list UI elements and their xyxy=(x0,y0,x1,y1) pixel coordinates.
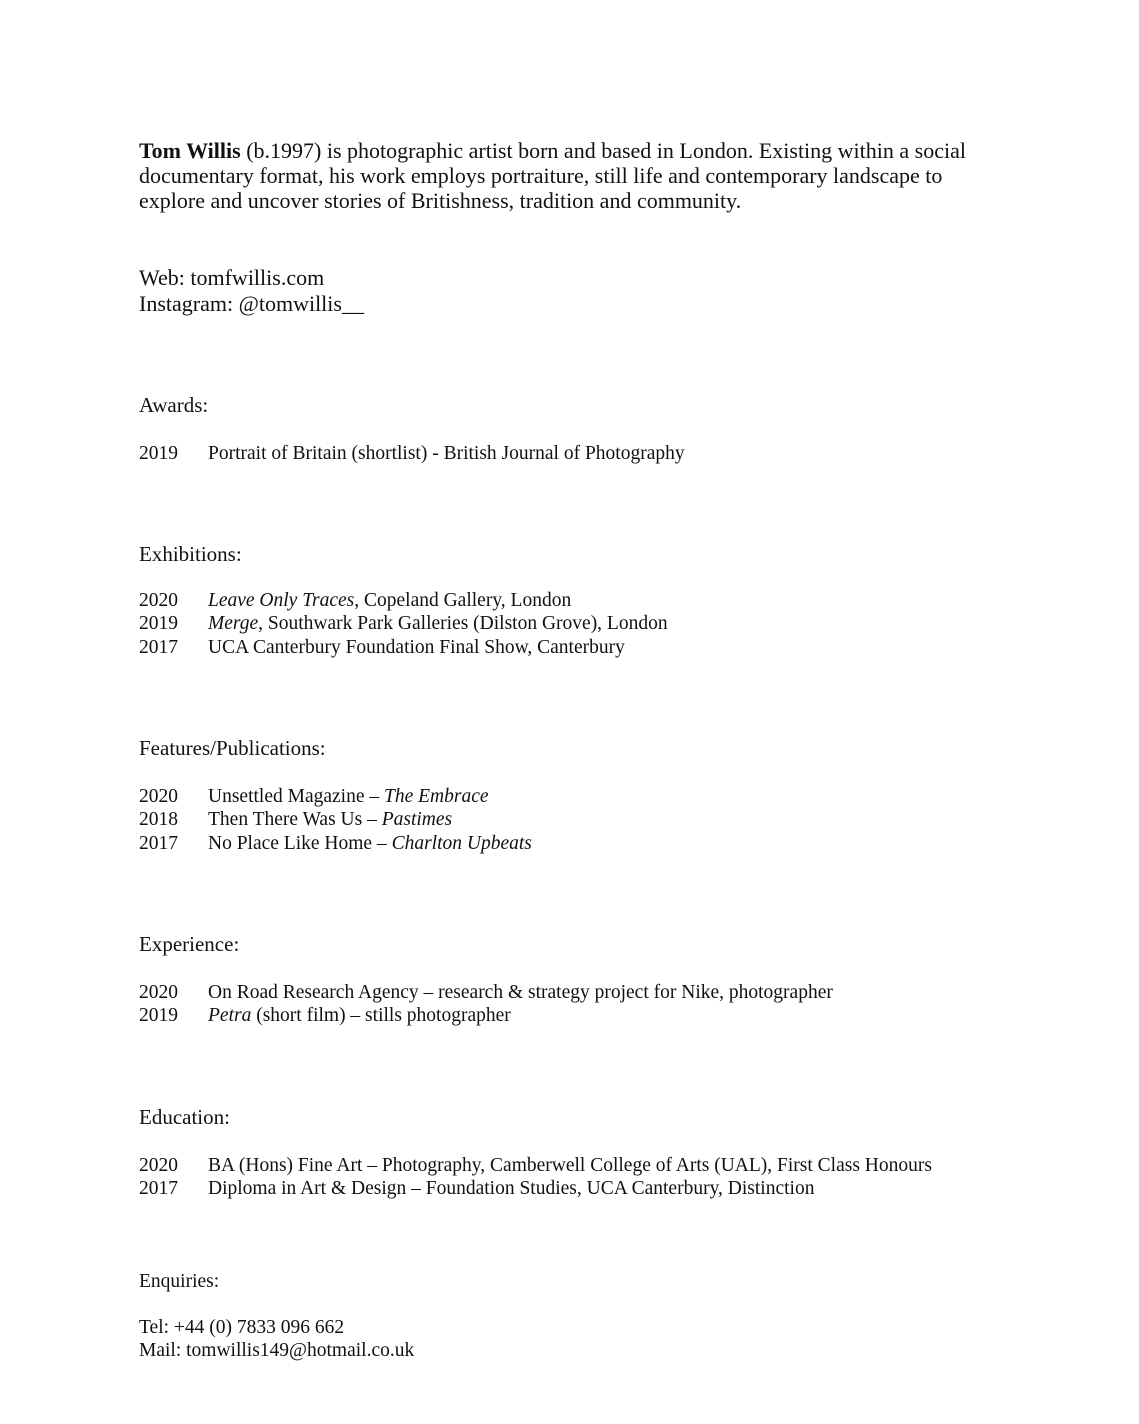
experience-entry xyxy=(139,981,833,1004)
artist-name: Tom Willis xyxy=(139,138,241,163)
entry-text: (short film) – stills photographer xyxy=(251,1005,511,1027)
entry-year: 2019 xyxy=(139,1005,178,1027)
entry-title: Pastimes xyxy=(381,809,453,831)
exhibition-entry xyxy=(139,636,668,659)
telephone-number[interactable]: Tel: +44 (0) 7833 096 662 xyxy=(139,1317,345,1338)
education-entry xyxy=(139,1154,932,1177)
publications-list xyxy=(139,785,532,855)
entry-year: 2020 xyxy=(139,590,178,611)
entry-year: 2020 xyxy=(139,786,178,807)
instagram-handle[interactable]: Instagram: @tomwillis__ xyxy=(139,291,364,316)
publications-heading: Features/Publications: xyxy=(139,736,326,760)
publication-entry xyxy=(139,785,532,808)
web-link[interactable]: Web: tomfwillis.com xyxy=(139,265,325,290)
entry-year: 2020 xyxy=(139,1155,178,1176)
entry-text: Portrait of Britain (shortlist) - British Journal of Photography xyxy=(208,443,685,464)
exhibitions-heading: Exhibitions: xyxy=(139,542,242,566)
enquiries-heading: Enquiries: xyxy=(139,1271,220,1292)
entry-title: Charlton Upbeats xyxy=(391,832,532,854)
publication-entry xyxy=(139,832,532,855)
entry-year: 2018 xyxy=(139,809,178,831)
entry-text: Unsettled Magazine – xyxy=(208,786,384,807)
entry-year: 2017 xyxy=(139,1178,178,1200)
entry-text: , Southwark Park Galleries (Dilston Grove), London xyxy=(258,613,668,635)
entry-title: Petra xyxy=(208,1005,252,1027)
exhibition-entry xyxy=(139,589,668,612)
entry-text: Then There Was Us – xyxy=(208,809,382,831)
education-heading: Education: xyxy=(139,1105,230,1129)
awards-heading: Awards: xyxy=(139,393,209,417)
entry-year: 2020 xyxy=(139,982,178,1003)
publication-entry xyxy=(139,808,532,831)
experience-list xyxy=(139,981,833,1028)
awards-list xyxy=(139,442,685,465)
entry-title: Merge xyxy=(208,613,259,635)
entry-text: BA (Hons) Fine Art – Photography, Camberwell College of Arts (UAL), First Class Honours xyxy=(208,1155,932,1176)
exhibitions-list xyxy=(139,589,668,659)
exhibition-entry xyxy=(139,612,668,635)
entry-year: 2017 xyxy=(139,636,178,658)
entry-text: , Copeland Gallery, London xyxy=(354,590,572,611)
entry-text: No Place Like Home – xyxy=(208,832,392,854)
education-entry xyxy=(139,1177,932,1200)
entry-title: The Embrace xyxy=(384,786,489,807)
entry-year: 2017 xyxy=(139,832,178,854)
entry-year: 2019 xyxy=(139,613,178,635)
bio-paragraph xyxy=(139,138,999,213)
entry-year: 2019 xyxy=(139,443,178,464)
email-address[interactable]: Mail: tomwillis149@hotmail.co.uk xyxy=(139,1340,415,1362)
contact-block xyxy=(139,265,364,317)
education-list xyxy=(139,1154,932,1201)
entry-title: Leave Only Traces xyxy=(208,590,355,611)
experience-entry xyxy=(139,1004,833,1027)
bio-text: (b.1997) is photographic artist born and based in London. Existing within a social documentary format, his work employs portraiture, still life and contemporary landscape to explore and uncover stories of Britishness, tradition and community. xyxy=(139,138,966,213)
entry-text: Diploma in Art & Design – Foundation Studies, UCA Canterbury, Distinction xyxy=(208,1178,815,1200)
entry-text: On Road Research Agency – research & strategy project for Nike, photographer xyxy=(208,982,833,1003)
enquiries-contact xyxy=(139,1316,414,1363)
experience-heading: Experience: xyxy=(139,932,240,956)
entry-text: UCA Canterbury Foundation Final Show, Canterbury xyxy=(208,636,625,658)
award-entry xyxy=(139,442,685,465)
